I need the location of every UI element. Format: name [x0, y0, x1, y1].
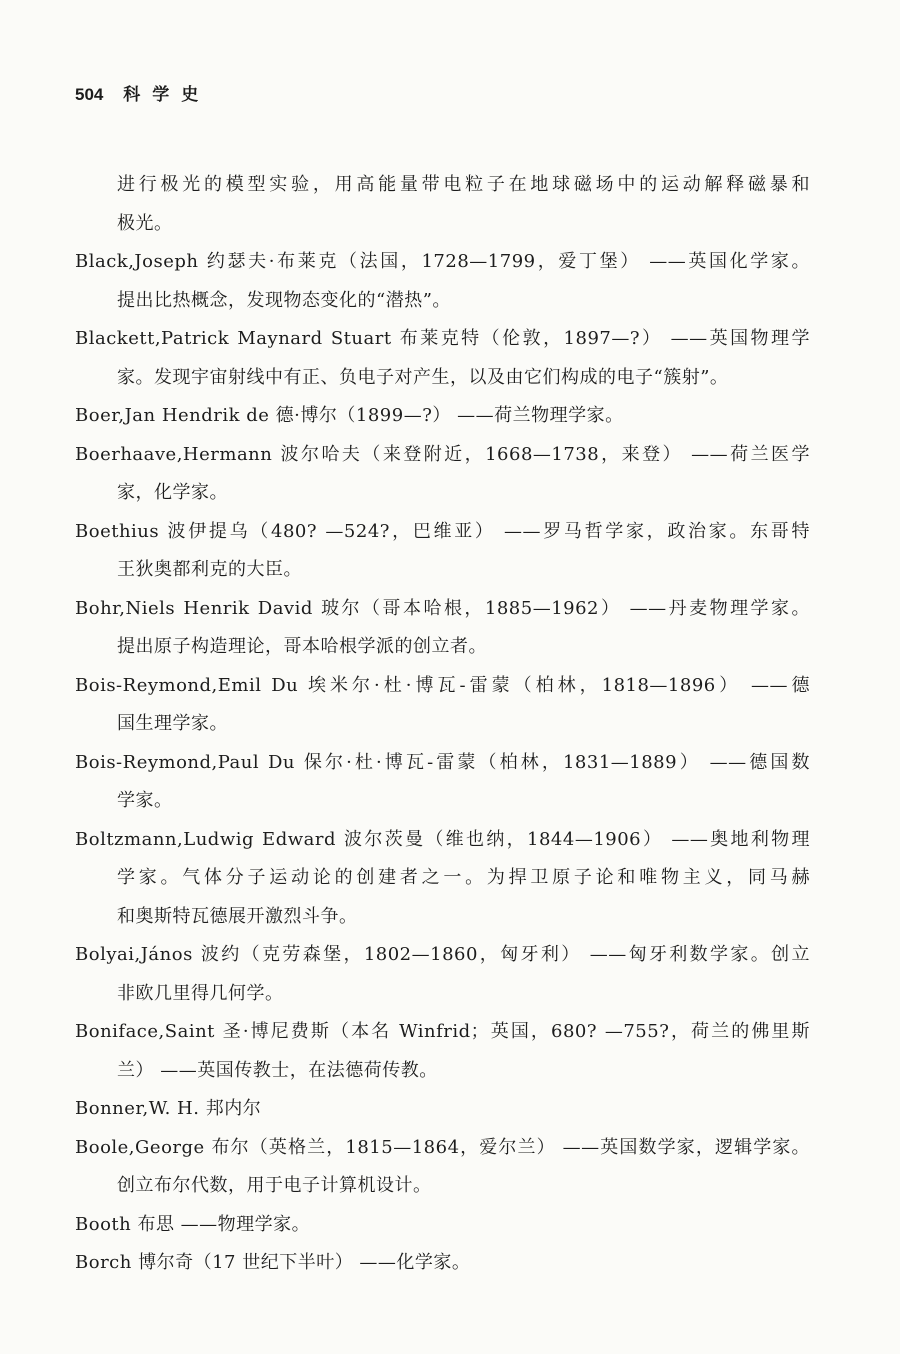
- entry-line: 学家。气体分子运动论的创建者之一。为捍卫原子论和唯物主义，同马赫: [117, 867, 810, 888]
- entry-line: 学家。: [117, 790, 173, 811]
- index-entry: [75, 821, 810, 937]
- entry-line: Boer,Jan Hendrik de 德·博尔（1899—?） ——荷兰物理学家。: [75, 405, 624, 426]
- index-entry: [75, 1090, 810, 1129]
- entry-line: 家。发现宇宙射线中有正、负电子对产生，以及由它们构成的电子“簇射”。: [117, 366, 729, 388]
- index-entry: [75, 744, 810, 821]
- index-entry: [75, 936, 810, 1013]
- index-entry: [75, 590, 810, 667]
- index-entry: [75, 1244, 810, 1283]
- entry-line: Borch 博尔奇（17 世纪下半叶） ——化学家。: [75, 1252, 471, 1273]
- index-entry: [75, 243, 810, 320]
- entry-line: Boerhaave,Hermann 波尔哈夫（来登附近，1668—1738，来登） ——荷兰医学: [75, 443, 810, 465]
- index-entry: [75, 667, 810, 744]
- entry-line: 国生理学家。: [117, 713, 228, 734]
- entry-line: 提出原子构造理论，哥本哈根学派的创立者。: [117, 636, 487, 657]
- entry-line: Boole,George 布尔（英格兰，1815—1864，爱尔兰） ——英国数学家，逻辑学家。: [75, 1136, 810, 1158]
- book-title: 科学史: [123, 85, 211, 105]
- entry-line: 和奥斯特瓦德展开激烈斗争。: [117, 905, 358, 927]
- entry-line: 极光。: [117, 212, 173, 234]
- index-entry: [75, 320, 810, 397]
- index-entry: [75, 1013, 810, 1090]
- running-header: [75, 80, 210, 105]
- entry-line: Bohr,Niels Henrik David 玻尔（哥本哈根，1885—1962） ——丹麦物理学家。: [75, 597, 810, 619]
- entry-line: 进行极光的模型实验，用高能量带电粒子在地球磁场中的运动解释磁暴和: [117, 174, 810, 195]
- entry-line: Boltzmann,Ludwig Edward 波尔茨曼（维也纳，1844—1906） ——奥地利物理: [75, 828, 810, 850]
- entry-line: Blackett,Patrick Maynard Stuart 布莱克特（伦敦，1897—?） ——英国物理学: [75, 328, 810, 349]
- entry-line: Booth 布思 ——物理学家。: [75, 1213, 311, 1235]
- entry-line: Bois-Reymond,Paul Du 保尔·杜·博瓦-雷蒙（柏林，1831—1889） ——德国数: [75, 751, 810, 773]
- entry-line: Bonner,W. H. 邦内尔: [75, 1098, 262, 1119]
- page-number: 504: [75, 85, 104, 104]
- index-entry: [75, 166, 810, 243]
- entry-line: Bolyai,János 波约（克劳森堡，1802—1860，匈牙利） ——匈牙利数学家。创立: [75, 944, 810, 965]
- entry-line: Bois-Reymond,Emil Du 埃米尔·杜·博瓦-雷蒙（柏林，1818—1896） ——德: [75, 674, 810, 696]
- index-entry: [75, 1206, 810, 1245]
- index-entry: [75, 436, 810, 513]
- entry-line: Black,Joseph 约瑟夫·布莱克（法国，1728—1799，爱丁堡） ——英国化学家。: [75, 251, 810, 272]
- entry-line: 家，化学家。: [117, 482, 228, 503]
- entry-line: Boethius 波伊提乌（480? —524?，巴维亚） ——罗马哲学家，政治家。东哥特: [75, 520, 810, 542]
- entry-line: 提出比热概念，发现物态变化的“潜热”。: [117, 289, 451, 311]
- entry-line: 王狄奥都利克的大臣。: [117, 559, 302, 580]
- entry-line: 兰） ——英国传教士，在法德荷传教。: [117, 1059, 438, 1081]
- index-entry: [75, 397, 810, 436]
- index-entry: [75, 1129, 810, 1206]
- index-entry: [75, 513, 810, 590]
- entry-line: 非欧几里得几何学。: [117, 982, 284, 1004]
- entry-line: Boniface,Saint 圣·博尼费斯（本名 Winfrid；英国，680? —755?，荷兰的佛里斯: [75, 1021, 810, 1042]
- index-entries: [75, 166, 810, 1283]
- entry-line: 创立布尔代数，用于电子计算机设计。: [117, 1175, 432, 1196]
